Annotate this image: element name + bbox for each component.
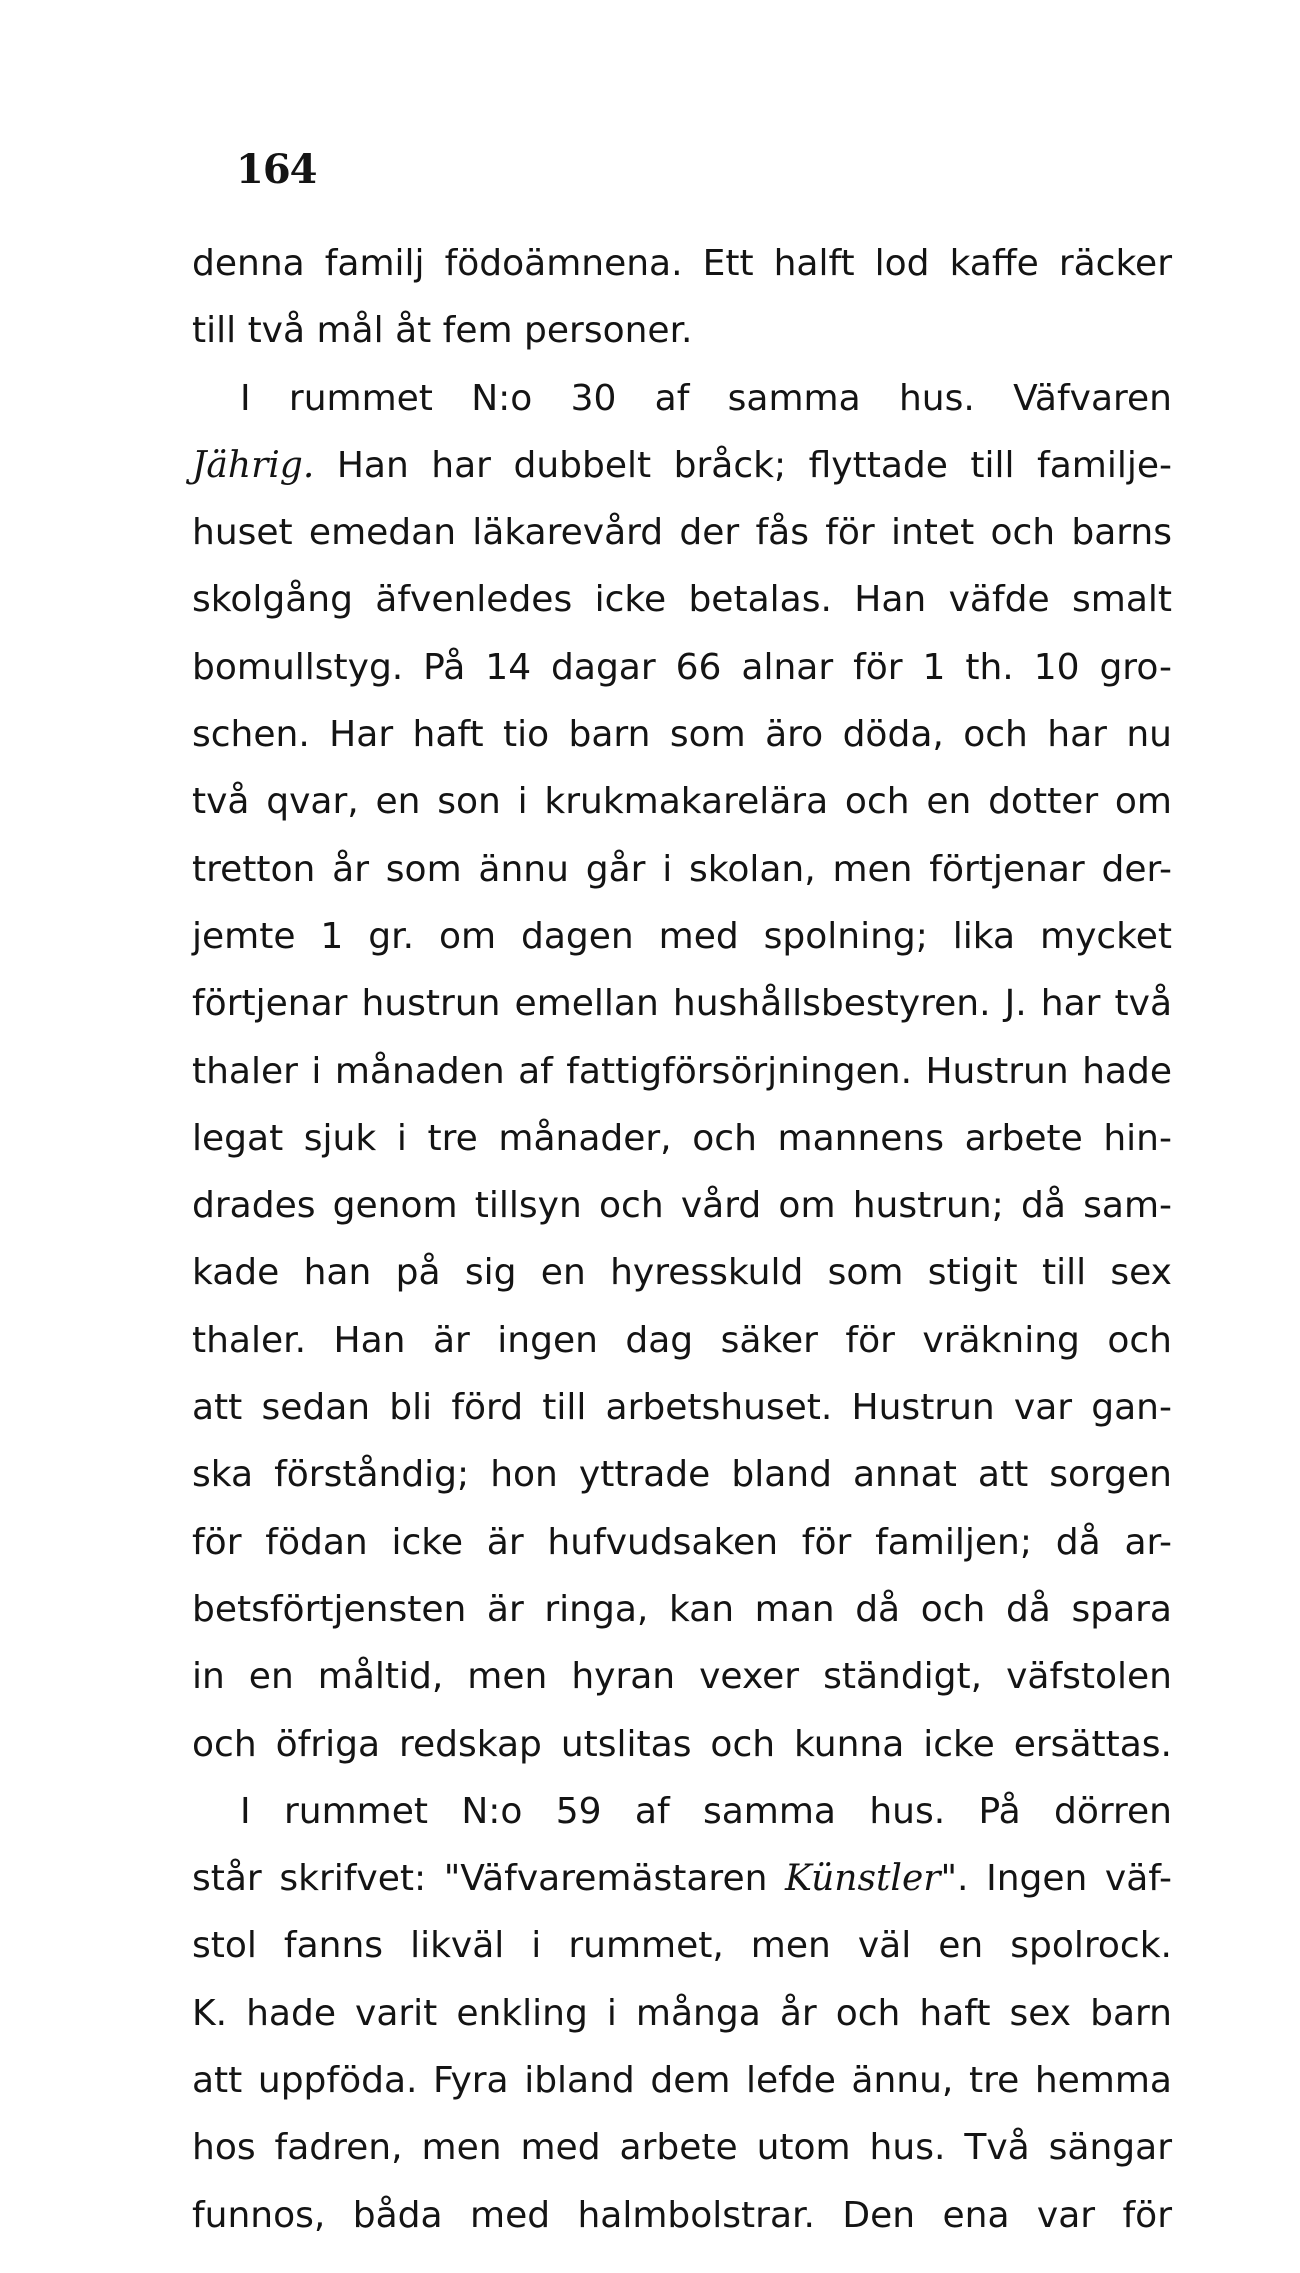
text-line: förtjenar hustrun emellan hushållsbestyren. J. har två: [192, 983, 1172, 1025]
text-line: att sedan bli förd till arbetshuset. Hustrun var gan-: [192, 1387, 1172, 1429]
text-line: denna familj födoämnena. Ett halft lod kaffe räcker: [192, 243, 1172, 284]
text-line: in en måltid, men hyran vexer ständigt, väfstolen: [192, 1656, 1172, 1698]
text-line: två qvar, en son i krukmakarelära och en dotter om: [192, 781, 1172, 823]
text-line: betsförtjensten är ringa, kan man då och då spara: [192, 1588, 1172, 1630]
text-line: thaler i månaden af fattigförsörjningen. Hustrun hade: [192, 1050, 1172, 1092]
text-line: för födan icke är hufvudsaken för familjen; då ar-: [192, 1521, 1172, 1563]
text-line: till två mål åt fem personer.: [192, 310, 693, 352]
text-line: skolgång äfvenledes icke betalas. Han väfde smalt: [192, 579, 1172, 621]
text-line: ska förståndig; hon yttrade bland annat att sorgen: [192, 1454, 1172, 1496]
text-line: tretton år som ännu går i skolan, men förtjenar der-: [192, 848, 1172, 890]
page-number: 164: [236, 146, 317, 193]
text-line: I rummet N:o 59 af samma hus. På dörren: [240, 1790, 1172, 1832]
text-line: legat sjuk i tre månader, och mannens arbete hin-: [192, 1117, 1172, 1159]
text-line: schen. Har haft tio barn som äro döda, och har nu: [192, 714, 1172, 756]
text-line: drades genom tillsyn och vård om hustrun; då sam-: [192, 1185, 1172, 1227]
text-line: och öfriga redskap utslitas och kunna icke ersättas.: [192, 1723, 1172, 1765]
body-text: [192, 230, 1172, 2249]
text-line: stol fanns likväl i rummet, men väl en spolrock.: [192, 1925, 1172, 1967]
text-line: K. hade varit enkling i många år och haft sex barn: [192, 1992, 1172, 2034]
text-line: thaler. Han är ingen dag säker för vräkning och: [192, 1319, 1172, 1361]
text-line: huset emedan läkarevård der fås för intet och barns: [192, 512, 1172, 554]
text-line: Jährig. Han har dubbelt bråck; flyttade till familje-: [192, 444, 1172, 486]
text-line: funnos, båda med halmbolstrar. Den ena var för: [192, 2194, 1172, 2236]
text-line: bomullstyg. På 14 dagar 66 alnar för 1 th. 10 gro-: [192, 646, 1172, 688]
text-line: att uppföda. Fyra ibland dem lefde ännu, tre hemma: [192, 2060, 1172, 2102]
text-line: I rummet N:o 30 af samma hus. Väfvaren: [240, 377, 1172, 419]
text-line: jemte 1 gr. om dagen med spolning; lika mycket: [192, 915, 1172, 957]
text-line: kade han på sig en hyresskuld som stigit till sex: [192, 1252, 1172, 1294]
text-line: står skrifvet: "Väfvaremästaren Künstler". Ingen väf-: [192, 1858, 1172, 1900]
text-line: hos fadren, men med arbete utom hus. Två sängar: [192, 2127, 1172, 2169]
